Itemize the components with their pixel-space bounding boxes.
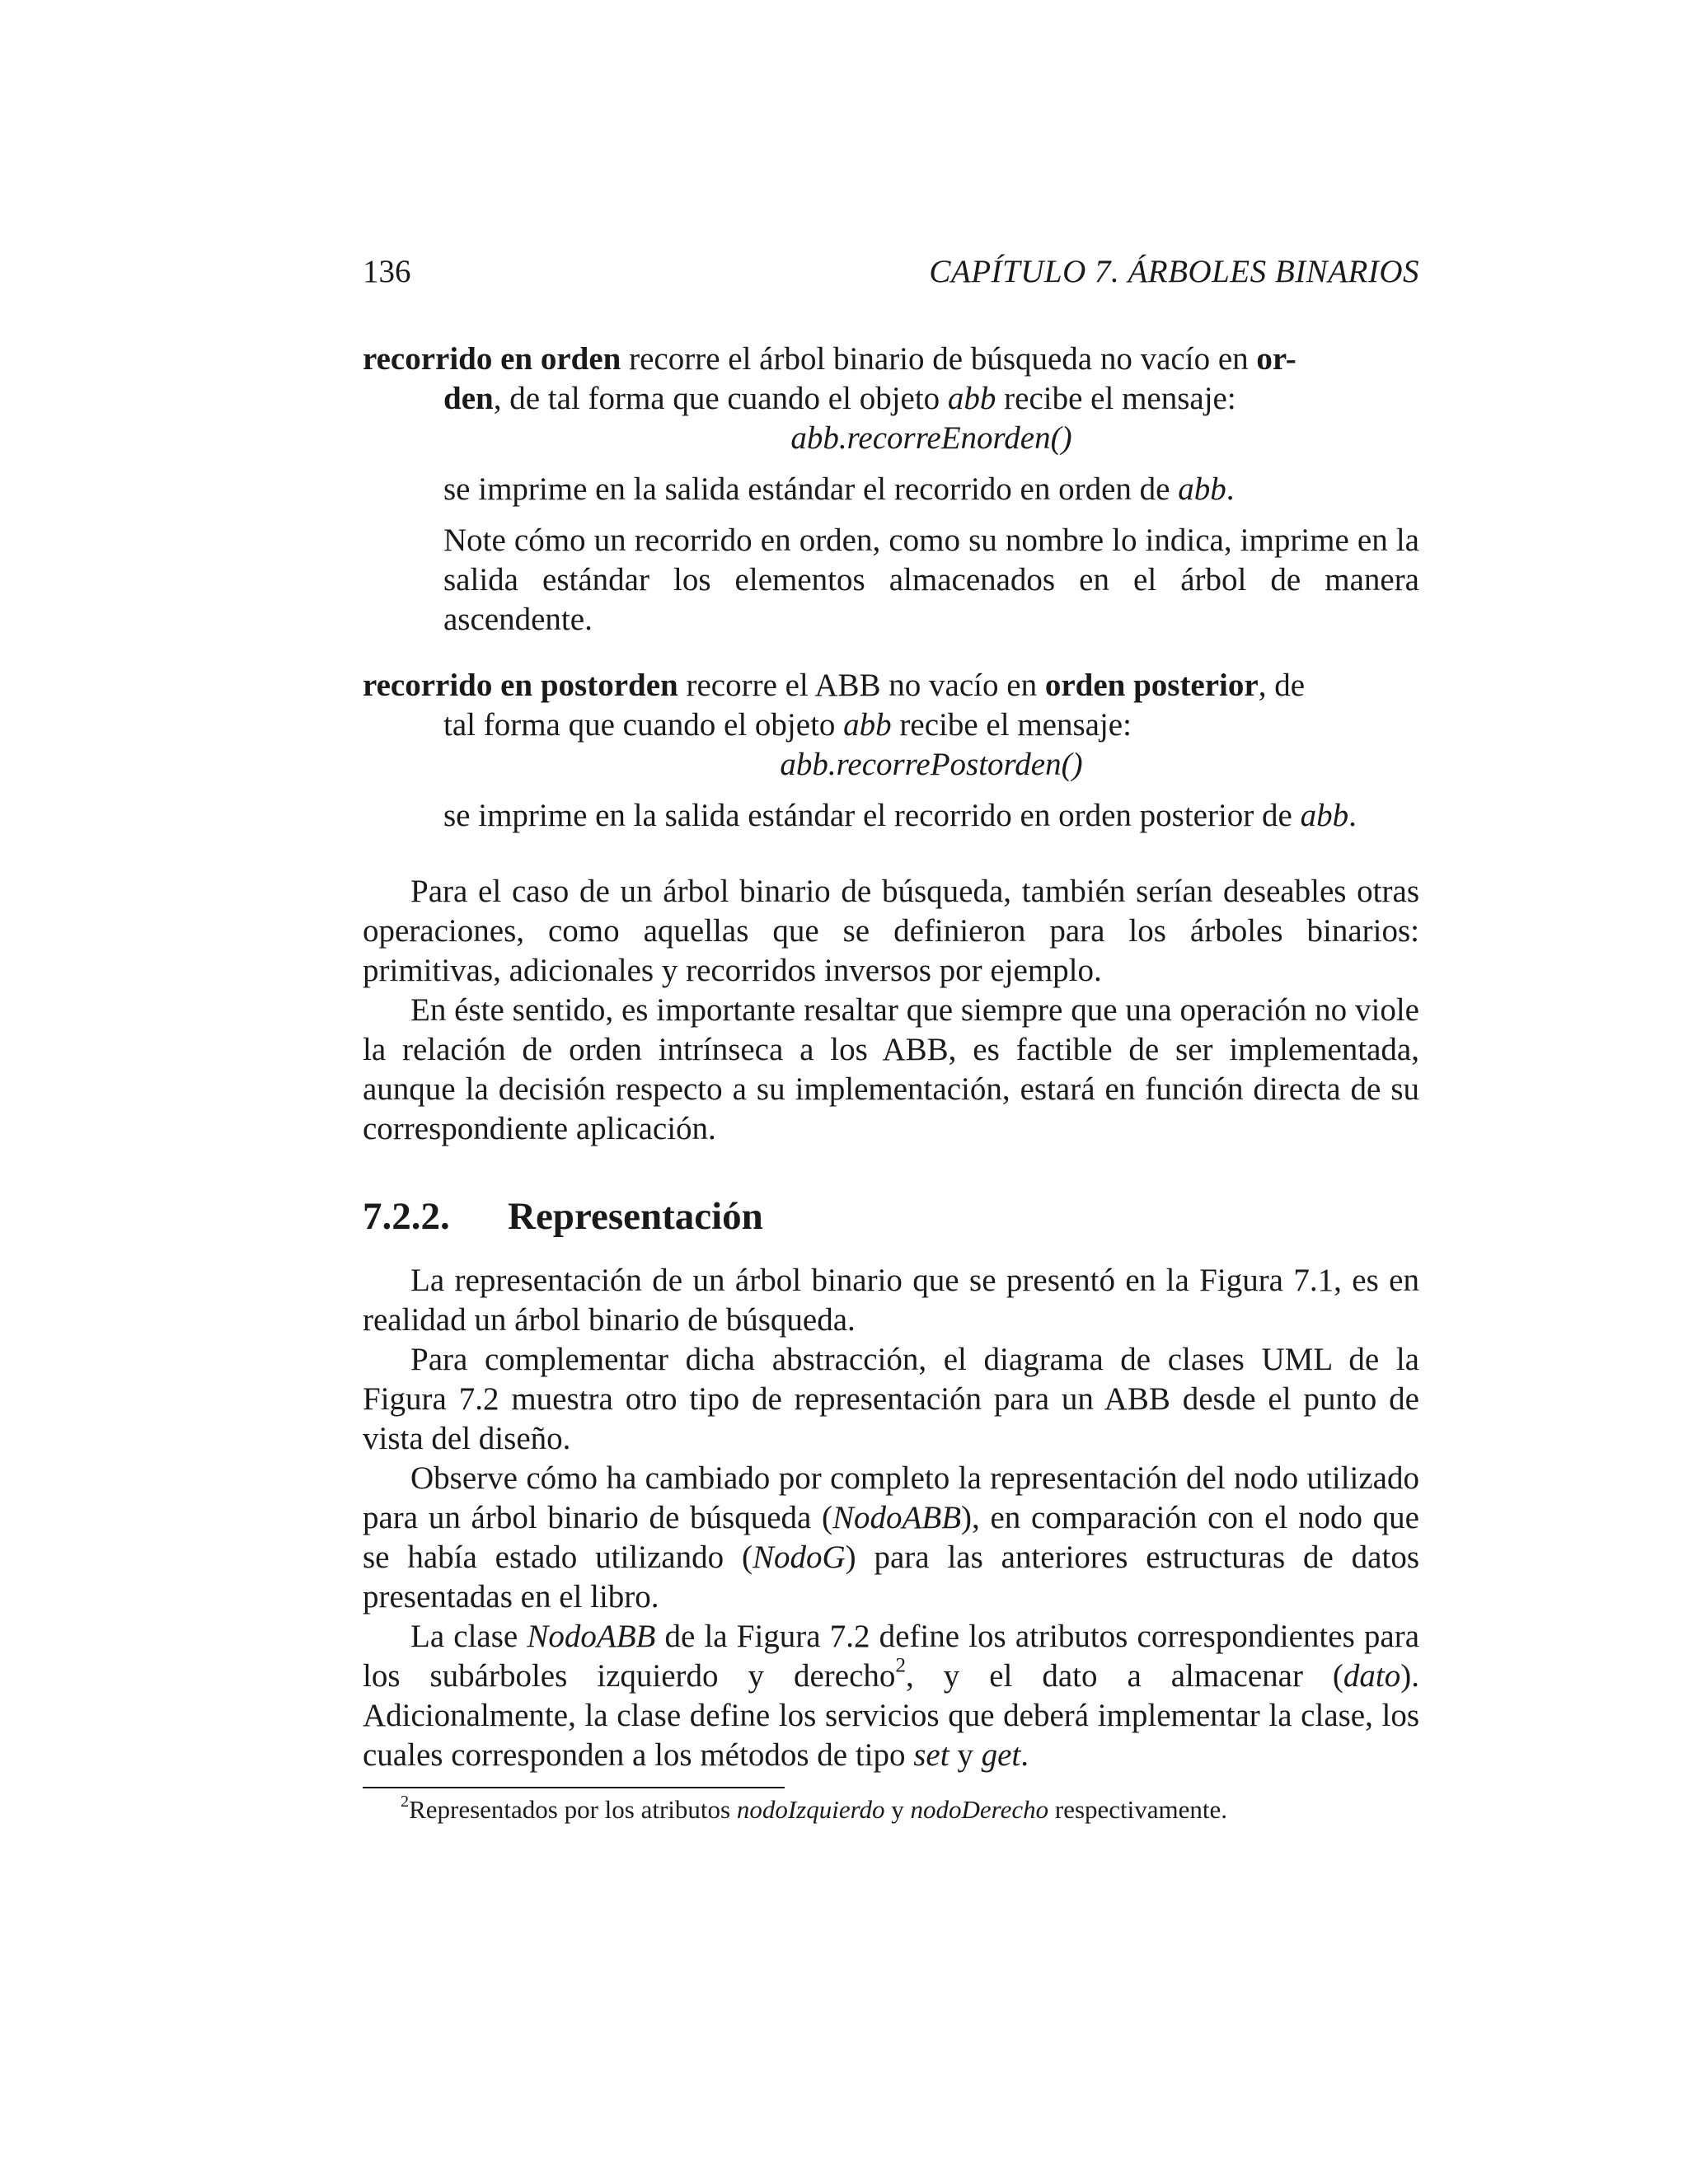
footnote-marker: 2	[895, 1653, 907, 1677]
paragraph: Para complementar dicha abstracción, el diagrama de clases UML de la Figura 7.2 muestra otro tipo de representación para un ABB desde el punto de vista del diseño.	[363, 1342, 1419, 1456]
code-message: abb.recorreEnorden()	[790, 420, 1072, 456]
paragraph: Observe cómo ha cambiado por completo la representación del nodo utilizado para un árbol binario de búsqueda (NodoABB), en comparación con el nodo que se había estado utilizando (NodoG) para las anteriores estructuras de datos presentadas en el libro.	[363, 1460, 1420, 1615]
description-item-inorder	[363, 340, 1419, 640]
footnote-mark: 2	[401, 1792, 410, 1811]
item-term: recorrido en postorden	[363, 668, 678, 703]
section-heading	[363, 1193, 1419, 1240]
item-after: se imprime en la salida estándar el recorrido en orden de abb.	[443, 471, 1235, 507]
page-number: 136	[363, 254, 411, 289]
description-item-postorder	[363, 666, 1419, 836]
item-heading: recorrido en orden recorre el árbol binario de búsqueda no vacío en or-	[363, 341, 1296, 377]
page-header	[363, 252, 1419, 292]
paragraph: La representación de un árbol binario que se presentó en la Figura 7.1, es en realidad un árbol binario de búsqueda.	[363, 1263, 1419, 1338]
body-paragraphs	[363, 872, 1419, 1149]
item-term: recorrido en orden	[363, 341, 621, 377]
code-message: abb.recorrePostorden()	[780, 747, 1083, 782]
footnote-rule	[363, 1787, 785, 1788]
section-number: 7.2.2.	[363, 1195, 450, 1238]
section-title: Representación	[508, 1195, 763, 1238]
footnote: $^2$Representados por los atributos nodoIzquierdo y nodoDerecho respectivamente.	[401, 1792, 1228, 1824]
item-after: se imprime en la salida estándar el recorrido en orden posterior de abb.	[443, 798, 1357, 833]
paragraph: En éste sentido, es importante resaltar que siempre que una operación no viole la relación de orden intrínseca a los ABB, es factible de ser implementada, aunque la decisión respecto a su implementación, estará en función directa de su correspondiente aplicación.	[363, 992, 1419, 1146]
item-heading: recorrido en postorden recorre el ABB no vacío en orden posterior, de	[363, 668, 1306, 703]
item-note: Note cómo un recorrido en orden, como su nombre lo indica, imprime en la salida estándar los elementos almacenados en el árbol de manera ascendente.	[443, 523, 1419, 637]
paragraph: Para el caso de un árbol binario de búsqueda, también serían deseables otras operaciones, como aquellas que se definieron para los árboles binarios: primitivas, adicionales y recorridos inversos por ejemplo.	[363, 874, 1419, 988]
item-line: den, de tal forma que cuando el objeto abb recibe el mensaje:	[443, 381, 1236, 416]
paragraph: La clase NodoABB de la Figura 7.2 define los atributos correspondientes para los subárboles izquierdo y derecho$^2$, y el dato a almacenar (dato). Adicionalmente, la clase define los servicios que deberá implementar la clase, los cuales corresponden a los métodos de tipo set y get.	[363, 1619, 1420, 1773]
section-body	[363, 1261, 1419, 1775]
running-title: CAPÍTULO 7. ÁRBOLES BINARIOS	[929, 254, 1419, 289]
item-line: tal forma que cuando el objeto abb recibe el mensaje:	[443, 707, 1132, 743]
